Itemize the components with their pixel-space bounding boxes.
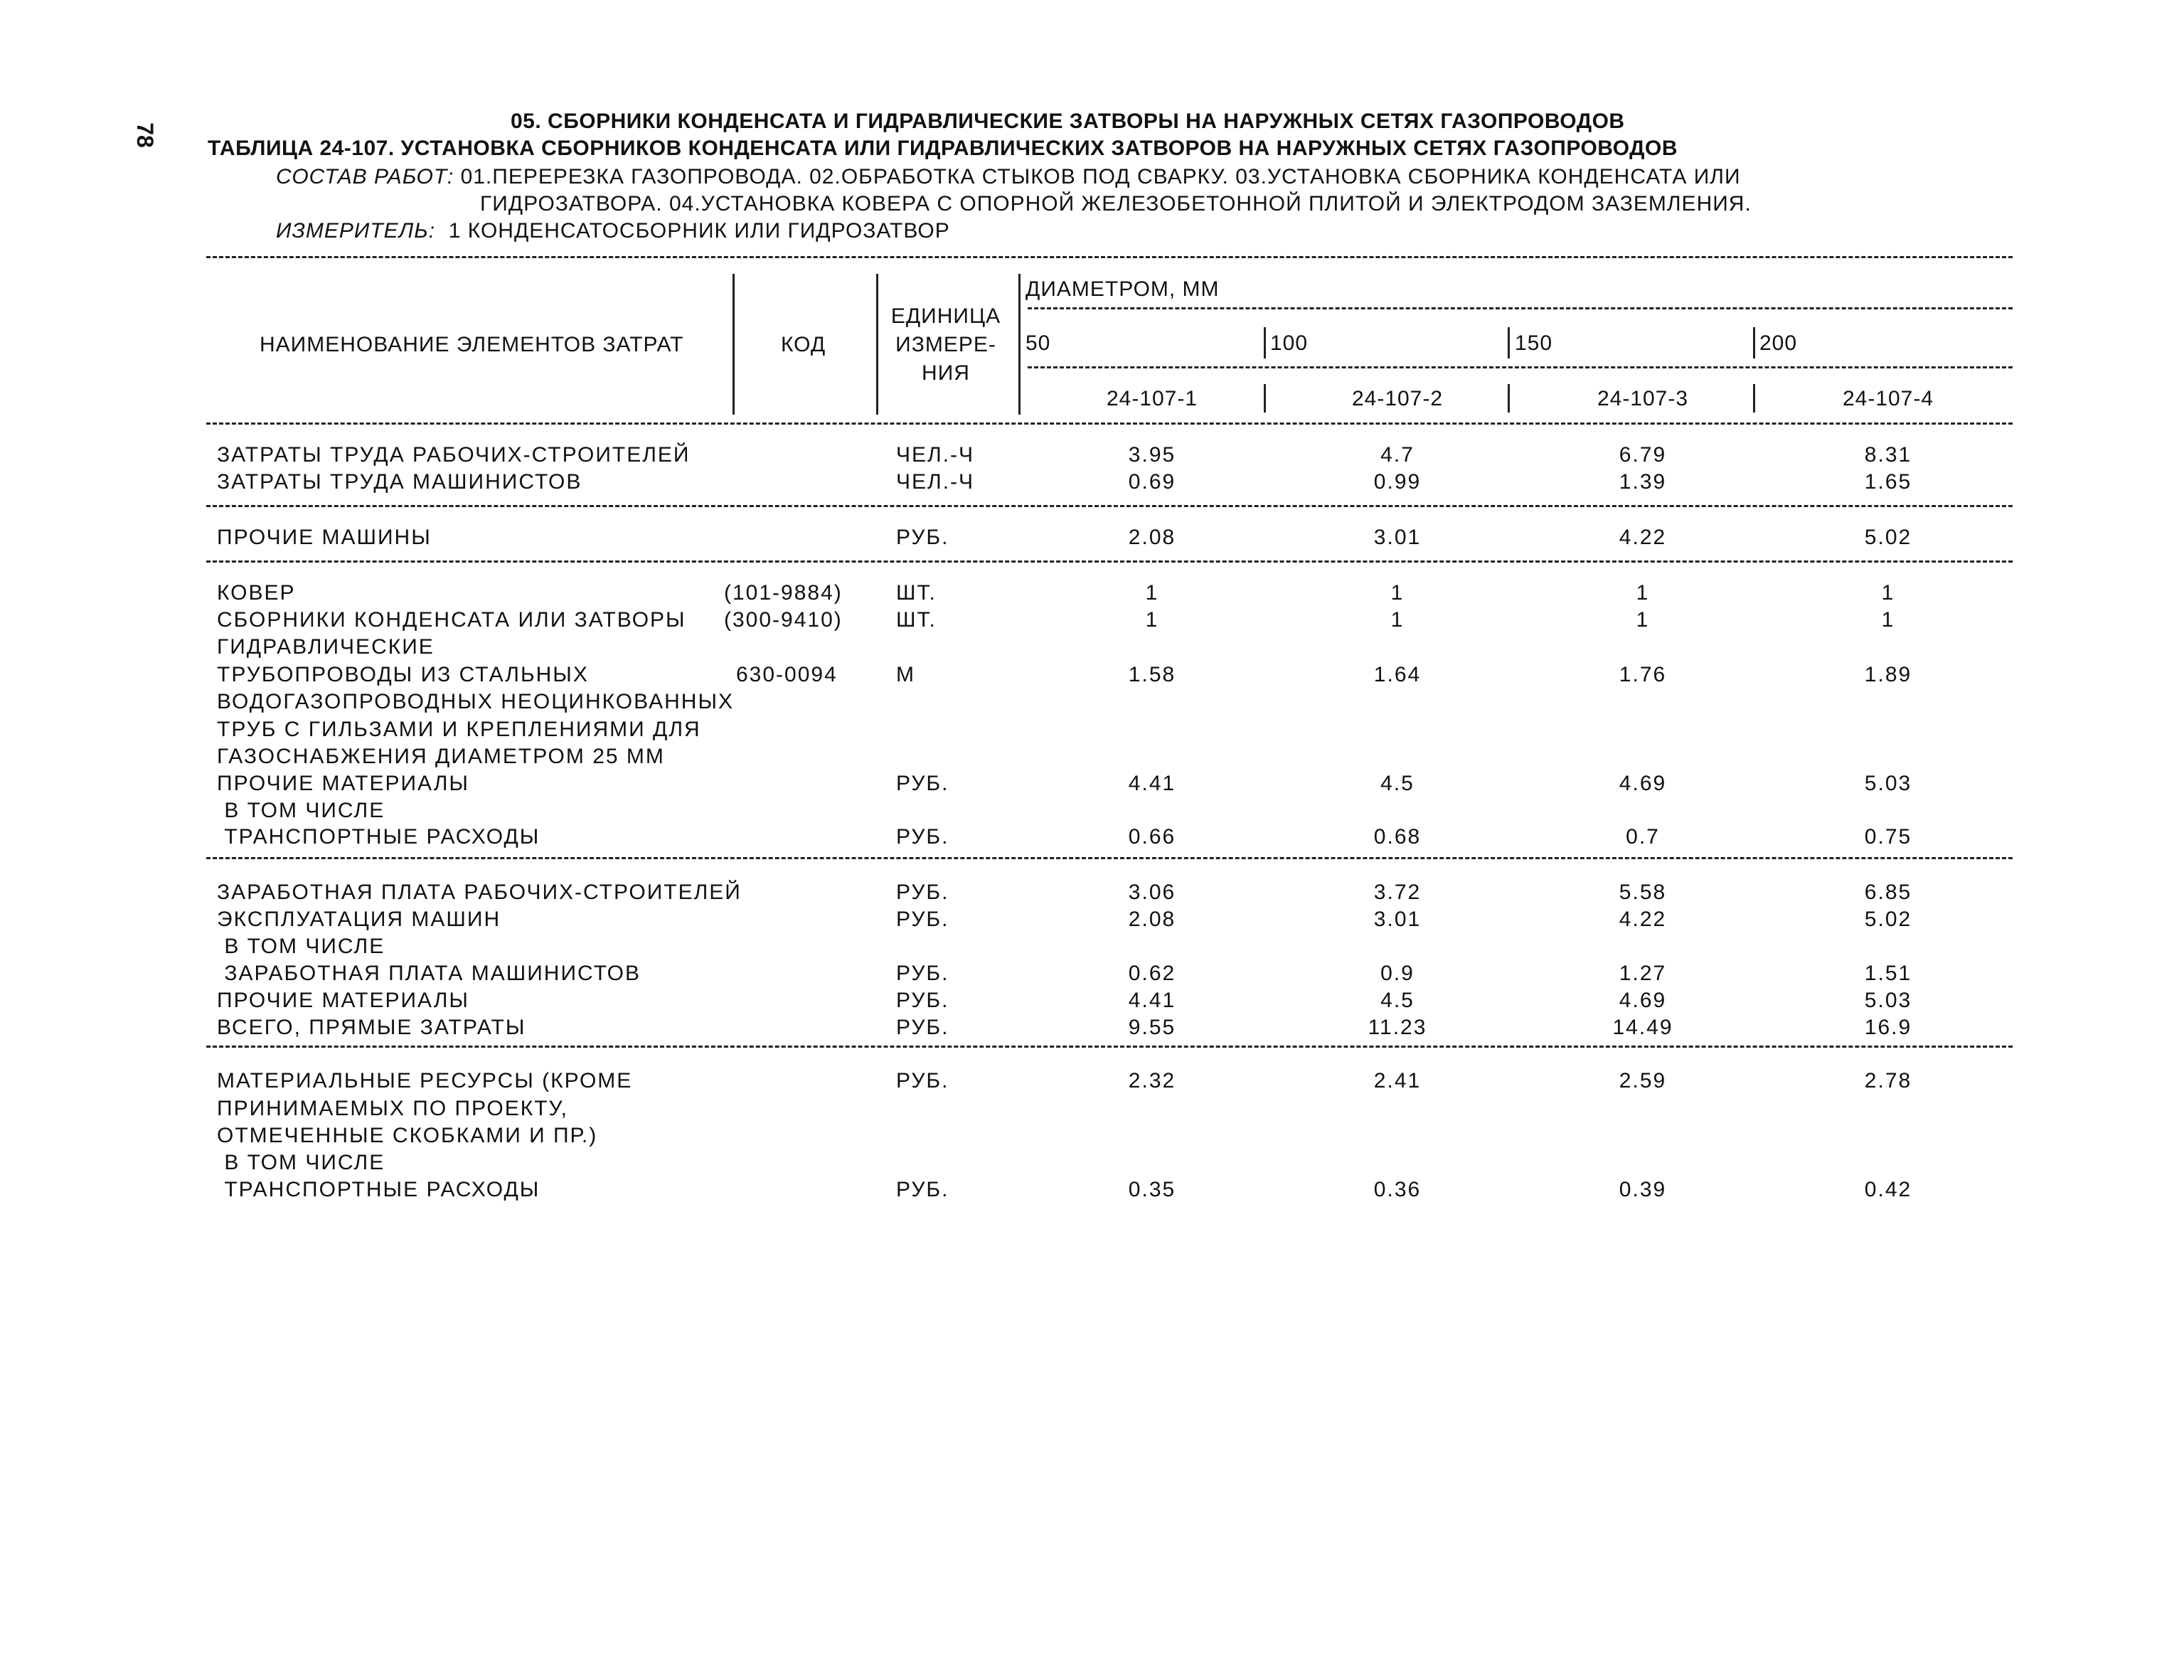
row-unit: ШТ. xyxy=(896,608,937,632)
row-value-4: 5.03 xyxy=(1864,989,1912,1012)
row-value-4: 0.42 xyxy=(1864,1178,1912,1201)
row-value-2: 3.01 xyxy=(1373,526,1422,549)
header-code-3: 24-107-3 xyxy=(1597,387,1689,410)
row-name: ЗАТРАТЫ ТРУДА РАБОЧИХ-СТРОИТЕЛЕЙ xyxy=(217,443,691,467)
row-value-4: 8.31 xyxy=(1864,443,1912,467)
row-unit: РУБ. xyxy=(896,526,949,549)
row-code: (101-9884) xyxy=(724,581,843,605)
row-value-4: 2.78 xyxy=(1864,1069,1912,1092)
table-title: ТАБЛИЦА 24-107. УСТАНОВКА СБОРНИКОВ КОНДЕНСАТА ИЛИ ГИДРАВЛИЧЕСКИХ ЗАТВОРОВ НА НАРУЖНЫХ СЕТЯХ ГАЗОПРОВОДОВ xyxy=(208,137,1678,160)
row-name: ТРУБ С ГИЛЬЗАМИ И КРЕПЛЕНИЯМИ ДЛЯ xyxy=(217,718,701,741)
row-value-1: 2.32 xyxy=(1128,1069,1176,1092)
row-value-2: 11.23 xyxy=(1368,1016,1427,1039)
row-value-2: 1 xyxy=(1390,608,1405,632)
row-value-4: 1.65 xyxy=(1864,470,1912,494)
measure-value: 1 КОНДЕНСАТОСБОРНИК ИЛИ ГИДРОЗАТВОР xyxy=(448,219,950,243)
header-codes-rule xyxy=(1028,366,2013,368)
row-name: В ТОМ ЧИСЛЕ xyxy=(217,1151,385,1174)
row-unit: РУБ. xyxy=(896,989,949,1012)
row-name: СБОРНИКИ КОНДЕНСАТА ИЛИ ЗАТВОРЫ xyxy=(217,608,686,632)
row-value-4: 1.89 xyxy=(1864,663,1912,686)
row-value-3: 4.69 xyxy=(1619,989,1667,1012)
row-unit: РУБ. xyxy=(896,1178,949,1201)
row-name: ПРОЧИЕ МАШИНЫ xyxy=(217,526,432,549)
table-top-rule xyxy=(206,256,2013,258)
header-diameter-50: 50 xyxy=(1026,331,1051,355)
row-value-1: 2.08 xyxy=(1128,908,1176,931)
row-value-4: 0.75 xyxy=(1864,825,1912,849)
row-value-3: 0.39 xyxy=(1619,1178,1667,1201)
row-value-1: 9.55 xyxy=(1128,1016,1176,1039)
row-code: (300-9410) xyxy=(724,608,843,632)
group-rule-4 xyxy=(206,1046,2013,1048)
row-value-1: 3.06 xyxy=(1128,881,1176,904)
row-name: ТРАНСПОРТНЫЕ РАСХОДЫ xyxy=(217,1178,540,1201)
row-value-3: 5.58 xyxy=(1619,881,1667,904)
row-value-4: 5.02 xyxy=(1864,526,1912,549)
group-rule-2 xyxy=(206,560,2013,563)
row-name: В ТОМ ЧИСЛЕ xyxy=(217,935,385,958)
group-rule-3 xyxy=(206,857,2013,859)
row-unit: ШТ. xyxy=(896,581,937,605)
row-value-2: 3.01 xyxy=(1373,908,1422,931)
work-composition-text1: 01.ПЕРЕРЕЗКА ГАЗОПРОВОДА. 02.ОБРАБОТКА СТЫКОВ ПОД СВАРКУ. 03.УСТАНОВКА СБОРНИКА КОНДЕНСАТА ИЛИ xyxy=(460,165,1741,188)
header-diameter: ДИАМЕТРОМ, ММ xyxy=(1026,277,1220,301)
row-value-3: 4.69 xyxy=(1619,772,1667,795)
row-value-2: 1 xyxy=(1390,581,1405,605)
row-value-1: 0.62 xyxy=(1128,962,1176,985)
row-value-4: 1.51 xyxy=(1864,962,1912,985)
row-value-1: 3.95 xyxy=(1128,443,1176,467)
row-value-1: 2.08 xyxy=(1128,526,1176,549)
row-name: В ТОМ ЧИСЛЕ xyxy=(217,799,385,822)
row-value-3: 4.22 xyxy=(1619,526,1667,549)
header-code-1: 24-107-1 xyxy=(1106,387,1198,410)
row-name: ВОДОГАЗОПРОВОДНЫХ НЕОЦИНКОВАННЫХ xyxy=(217,690,735,713)
header-unit-3: НИЯ xyxy=(922,361,970,385)
row-value-2: 4.5 xyxy=(1380,772,1415,795)
code-sep-1 xyxy=(1264,384,1266,413)
header-code-4: 24-107-4 xyxy=(1842,387,1934,410)
row-value-2: 0.68 xyxy=(1373,825,1422,849)
row-value-3: 1 xyxy=(1636,608,1650,632)
header-separator-2 xyxy=(876,274,878,415)
row-value-3: 4.22 xyxy=(1619,908,1667,931)
header-diameter-100: 100 xyxy=(1270,331,1309,355)
row-value-1: 4.41 xyxy=(1128,989,1176,1012)
header-separator-1 xyxy=(733,274,735,415)
row-name: ЗАРАБОТНАЯ ПЛАТА РАБОЧИХ-СТРОИТЕЛЕЙ xyxy=(217,881,742,904)
row-value-1: 1 xyxy=(1145,608,1159,632)
row-value-4: 5.02 xyxy=(1864,908,1912,931)
row-unit: РУБ. xyxy=(896,881,949,904)
measure-line xyxy=(276,220,950,242)
row-value-2: 2.41 xyxy=(1373,1069,1422,1092)
row-name: КОВЕР xyxy=(217,581,296,605)
work-composition-line1 xyxy=(276,166,1741,188)
row-unit: РУБ. xyxy=(896,962,949,985)
row-name: ТРУБОПРОВОДЫ ИЗ СТАЛЬНЫХ xyxy=(217,663,589,686)
row-unit: ЧЕЛ.-Ч xyxy=(896,470,975,494)
row-value-3: 1 xyxy=(1636,581,1650,605)
row-name: ТРАНСПОРТНЫЕ РАСХОДЫ xyxy=(217,825,540,849)
row-name: ГИДРАВЛИЧЕСКИЕ xyxy=(217,635,435,659)
row-unit: М xyxy=(896,663,915,686)
row-value-1: 4.41 xyxy=(1128,772,1176,795)
row-value-2: 0.9 xyxy=(1380,962,1415,985)
diam-sep-1 xyxy=(1264,327,1266,358)
row-name: ОТМЕЧЕННЫЕ СКОБКАМИ И ПР.) xyxy=(217,1124,598,1147)
code-sep-2 xyxy=(1508,384,1510,413)
row-value-3: 14.49 xyxy=(1612,1016,1673,1039)
group-rule-1 xyxy=(206,505,2013,507)
row-code: 630-0094 xyxy=(736,663,838,686)
section-title: 05. СБОРНИКИ КОНДЕНСАТА И ГИДРАВЛИЧЕСКИЕ ЗАТВОРЫ НА НАРУЖНЫХ СЕТЯХ ГАЗОПРОВОДОВ xyxy=(511,110,1625,133)
row-value-3: 1.27 xyxy=(1619,962,1667,985)
row-value-2: 0.36 xyxy=(1373,1178,1422,1201)
row-unit: РУБ. xyxy=(896,1016,949,1039)
row-value-2: 3.72 xyxy=(1373,881,1422,904)
row-unit: РУБ. xyxy=(896,908,949,931)
row-value-3: 1.76 xyxy=(1619,663,1667,686)
row-unit: РУБ. xyxy=(896,1069,949,1092)
row-value-1: 0.35 xyxy=(1128,1178,1176,1201)
header-code-2: 24-107-2 xyxy=(1351,387,1444,410)
row-name: ЗАТРАТЫ ТРУДА МАШИНИСТОВ xyxy=(217,470,582,494)
header-diameter-150: 150 xyxy=(1515,331,1553,355)
row-value-3: 6.79 xyxy=(1619,443,1667,467)
row-name: ЭКСПЛУАТАЦИЯ МАШИН xyxy=(217,908,501,931)
diam-sep-2 xyxy=(1508,327,1510,358)
header-diameter-rule xyxy=(1028,307,2013,309)
row-value-1: 0.66 xyxy=(1128,825,1176,849)
row-unit: ЧЕЛ.-Ч xyxy=(896,443,975,467)
header-code-col: КОД xyxy=(781,333,826,356)
row-name: ПРОЧИЕ МАТЕРИАЛЫ xyxy=(217,989,469,1012)
row-value-2: 4.5 xyxy=(1380,989,1415,1012)
row-value-3: 0.7 xyxy=(1626,825,1660,849)
header-diameter-200: 200 xyxy=(1759,331,1798,355)
row-unit: РУБ. xyxy=(896,772,949,795)
row-value-4: 6.85 xyxy=(1864,881,1912,904)
header-name-col: НАИМЕНОВАНИЕ ЭЛЕМЕНТОВ ЗАТРАТ xyxy=(260,333,684,356)
row-value-4: 5.03 xyxy=(1864,772,1912,795)
diam-sep-3 xyxy=(1753,327,1755,358)
row-value-1: 0.69 xyxy=(1128,470,1176,494)
row-value-1: 1 xyxy=(1145,581,1159,605)
header-unit-1: ЕДИНИЦА xyxy=(890,304,1001,328)
row-name: ВСЕГО, ПРЯМЫЕ ЗАТРАТЫ xyxy=(217,1016,526,1039)
code-sep-3 xyxy=(1753,384,1755,413)
row-name: ПРИНИМАЕМЫХ ПО ПРОЕКТУ, xyxy=(217,1097,568,1120)
header-separator-3 xyxy=(1018,274,1021,415)
row-unit: РУБ. xyxy=(896,825,949,849)
row-value-4: 16.9 xyxy=(1864,1016,1912,1039)
row-name: ГАЗОСНАБЖЕНИЯ ДИАМЕТРОМ 25 ММ xyxy=(217,745,665,768)
header-unit-2: ИЗМЕРЕ- xyxy=(895,333,996,356)
row-value-3: 2.59 xyxy=(1619,1069,1667,1092)
row-value-2: 0.99 xyxy=(1373,470,1422,494)
row-value-4: 1 xyxy=(1881,581,1895,605)
work-composition-label: СОСТАВ РАБОТ: xyxy=(276,165,454,188)
row-value-1: 1.58 xyxy=(1128,663,1176,686)
page-number: 78 xyxy=(132,122,158,148)
row-name: ЗАРАБОТНАЯ ПЛАТА МАШИНИСТОВ xyxy=(217,962,641,985)
row-name: МАТЕРИАЛЬНЫЕ РЕСУРСЫ (КРОМЕ xyxy=(217,1069,633,1092)
row-value-2: 1.64 xyxy=(1373,663,1422,686)
row-name: ПРОЧИЕ МАТЕРИАЛЫ xyxy=(217,772,469,795)
header-bottom-rule xyxy=(206,422,2013,425)
measure-label: ИЗМЕРИТЕЛЬ: xyxy=(276,219,436,243)
row-value-2: 4.7 xyxy=(1380,443,1415,467)
work-composition-line2: ГИДРОЗАТВОРА. 04.УСТАНОВКА КОВЕРА С ОПОРНОЙ ЖЕЛЕЗОБЕТОННОЙ ПЛИТОЙ И ЭЛЕКТРОДОМ ЗАЗЕМЛЕНИЯ. xyxy=(480,192,1752,216)
row-value-3: 1.39 xyxy=(1619,470,1667,494)
row-value-4: 1 xyxy=(1881,608,1895,632)
